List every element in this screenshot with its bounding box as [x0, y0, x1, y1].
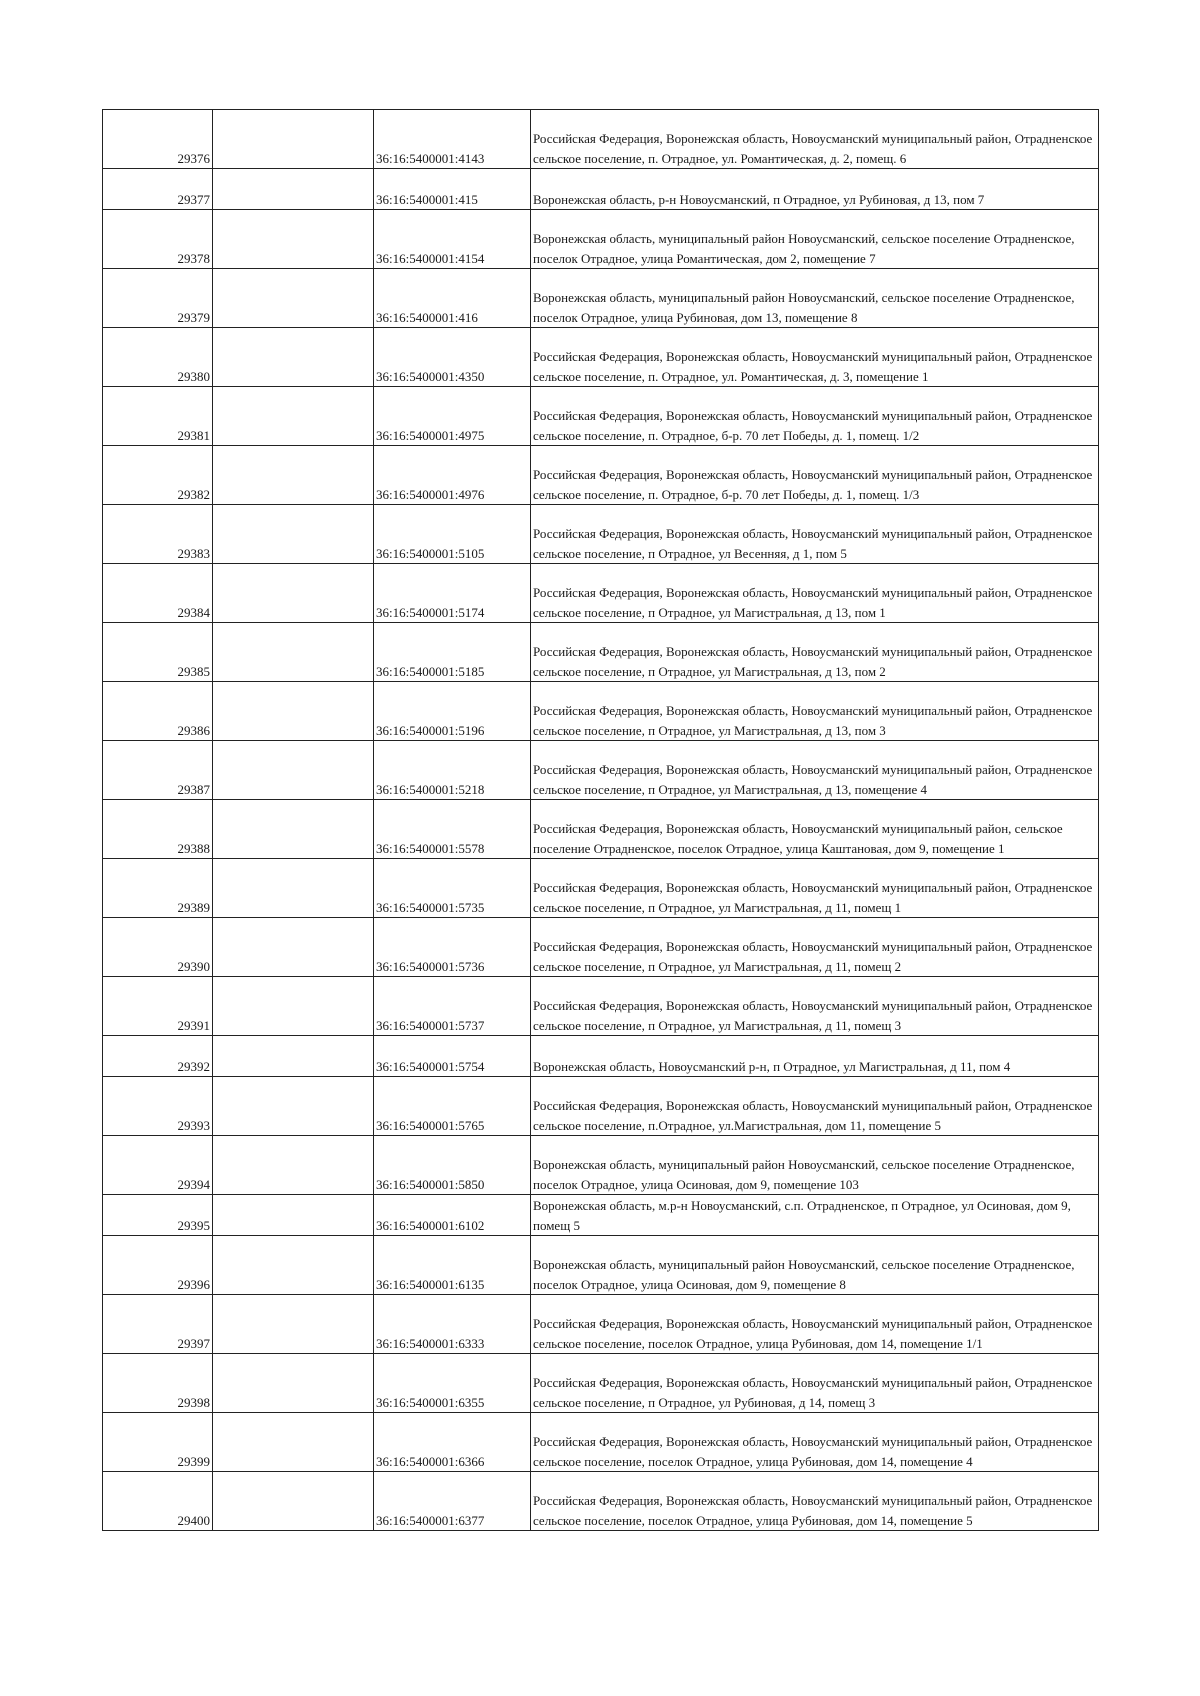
empty-cell [213, 1295, 374, 1354]
cadastral-number: 36:16:5400001:5578 [374, 800, 531, 859]
table-row [103, 210, 1099, 269]
address-cell: Воронежская область, Новоусманский р-н, п Отрадное, ул Магистральная, д 11, пом 4 [531, 1036, 1099, 1077]
record-number: 29386 [103, 682, 213, 741]
table-row [103, 387, 1099, 446]
address-cell: Российская Федерация, Воронежская область, Новоусманский муниципальный район, сельское поселение Отрадненское, поселок Отрадное, улица Каштановая, дом 9, помещение 1 [531, 800, 1099, 859]
property-registry-table [102, 109, 1099, 1531]
table-row [103, 328, 1099, 387]
empty-cell [213, 859, 374, 918]
empty-cell [213, 269, 374, 328]
empty-cell [213, 977, 374, 1036]
table-row [103, 446, 1099, 505]
table-row [103, 1236, 1099, 1295]
cadastral-number: 36:16:5400001:6102 [374, 1195, 531, 1236]
empty-cell [213, 1354, 374, 1413]
cadastral-number: 36:16:5400001:5218 [374, 741, 531, 800]
empty-cell [213, 210, 374, 269]
table-row [103, 918, 1099, 977]
cadastral-number: 36:16:5400001:6135 [374, 1236, 531, 1295]
record-number: 29396 [103, 1236, 213, 1295]
table-row [103, 1354, 1099, 1413]
record-number: 29380 [103, 328, 213, 387]
table-row [103, 564, 1099, 623]
table-row [103, 800, 1099, 859]
empty-cell [213, 505, 374, 564]
record-number: 29394 [103, 1136, 213, 1195]
address-cell: Российская Федерация, Воронежская область, Новоусманский муниципальный район, Отрадненское сельское поселение, п. Отрадное, ул. Романтическая, д. 3, помещение 1 [531, 328, 1099, 387]
record-number: 29400 [103, 1472, 213, 1531]
empty-cell [213, 800, 374, 859]
record-number: 29389 [103, 859, 213, 918]
address-cell: Российская Федерация, Воронежская область, Новоусманский муниципальный район, Отрадненское сельское поселение, п. Отрадное, ул. Романтическая, д. 2, помещ. 6 [531, 110, 1099, 169]
address-cell: Российская Федерация, Воронежская область, Новоусманский муниципальный район, Отрадненское сельское поселение, п. Отрадное, б-р. 70 лет Победы, д. 1, помещ. 1/2 [531, 387, 1099, 446]
record-number: 29382 [103, 446, 213, 505]
empty-cell [213, 387, 374, 446]
table-row [103, 623, 1099, 682]
cadastral-number: 36:16:5400001:5185 [374, 623, 531, 682]
cadastral-number: 36:16:5400001:4154 [374, 210, 531, 269]
empty-cell [213, 328, 374, 387]
record-number: 29379 [103, 269, 213, 328]
empty-cell [213, 1136, 374, 1195]
record-number: 29395 [103, 1195, 213, 1236]
record-number: 29388 [103, 800, 213, 859]
registry-table-body [103, 110, 1099, 1531]
empty-cell [213, 918, 374, 977]
cadastral-number: 36:16:5400001:5174 [374, 564, 531, 623]
address-cell: Российская Федерация, Воронежская область, Новоусманский муниципальный район, Отрадненское сельское поселение, п Отрадное, ул Магистральная, д 13, пом 2 [531, 623, 1099, 682]
cadastral-number: 36:16:5400001:5850 [374, 1136, 531, 1195]
cadastral-number: 36:16:5400001:5735 [374, 859, 531, 918]
record-number: 29387 [103, 741, 213, 800]
empty-cell [213, 110, 374, 169]
record-number: 29377 [103, 169, 213, 210]
table-row [103, 682, 1099, 741]
table-row [103, 169, 1099, 210]
empty-cell [213, 1236, 374, 1295]
record-number: 29385 [103, 623, 213, 682]
record-number: 29378 [103, 210, 213, 269]
cadastral-number: 36:16:5400001:6333 [374, 1295, 531, 1354]
empty-cell [213, 741, 374, 800]
cadastral-number: 36:16:5400001:4350 [374, 328, 531, 387]
record-number: 29398 [103, 1354, 213, 1413]
cadastral-number: 36:16:5400001:5737 [374, 977, 531, 1036]
empty-cell [213, 169, 374, 210]
empty-cell [213, 1077, 374, 1136]
address-cell: Российская Федерация, Воронежская область, Новоусманский муниципальный район, Отрадненское сельское поселение, поселок Отрадное, улица Рубиновая, дом 14, помещение 1/1 [531, 1295, 1099, 1354]
record-number: 29384 [103, 564, 213, 623]
record-number: 29376 [103, 110, 213, 169]
record-number: 29381 [103, 387, 213, 446]
record-number: 29391 [103, 977, 213, 1036]
cadastral-number: 36:16:5400001:6377 [374, 1472, 531, 1531]
table-row [103, 741, 1099, 800]
table-row [103, 1195, 1099, 1236]
table-row [103, 1295, 1099, 1354]
empty-cell [213, 564, 374, 623]
cadastral-number: 36:16:5400001:5105 [374, 505, 531, 564]
record-number: 29390 [103, 918, 213, 977]
cadastral-number: 36:16:5400001:5736 [374, 918, 531, 977]
table-row [103, 1413, 1099, 1472]
empty-cell [213, 1036, 374, 1077]
empty-cell [213, 446, 374, 505]
cadastral-number: 36:16:5400001:4143 [374, 110, 531, 169]
record-number: 29392 [103, 1036, 213, 1077]
address-cell: Российская Федерация, Воронежская область, Новоусманский муниципальный район, Отрадненское сельское поселение, п Отрадное, ул Магистральная, д 11, помещ 2 [531, 918, 1099, 977]
table-row [103, 1077, 1099, 1136]
cadastral-number: 36:16:5400001:6366 [374, 1413, 531, 1472]
empty-cell [213, 682, 374, 741]
cadastral-number: 36:16:5400001:415 [374, 169, 531, 210]
cadastral-number: 36:16:5400001:5765 [374, 1077, 531, 1136]
empty-cell [213, 1472, 374, 1531]
address-cell: Российская Федерация, Воронежская область, Новоусманский муниципальный район, Отрадненское сельское поселение, п Отрадное, ул Рубиновая, д 14, помещ 3 [531, 1354, 1099, 1413]
table-row [103, 110, 1099, 169]
address-cell: Российская Федерация, Воронежская область, Новоусманский муниципальный район, Отрадненское сельское поселение, п Отрадное, ул Магистральная, д 13, помещение 4 [531, 741, 1099, 800]
table-row [103, 859, 1099, 918]
cadastral-number: 36:16:5400001:4975 [374, 387, 531, 446]
address-cell: Российская Федерация, Воронежская область, Новоусманский муниципальный район, Отрадненское сельское поселение, п Отрадное, ул Весенняя, д 1, пом 5 [531, 505, 1099, 564]
cadastral-number: 36:16:5400001:416 [374, 269, 531, 328]
table-row [103, 1136, 1099, 1195]
address-cell: Воронежская область, муниципальный район Новоусманский, сельское поселение Отрадненское, поселок Отрадное, улица Осиновая, дом 9, помещение 8 [531, 1236, 1099, 1295]
cadastral-number: 36:16:5400001:4976 [374, 446, 531, 505]
empty-cell [213, 1195, 374, 1236]
address-cell: Российская Федерация, Воронежская область, Новоусманский муниципальный район, Отрадненское сельское поселение, поселок Отрадное, улица Рубиновая, дом 14, помещение 4 [531, 1413, 1099, 1472]
table-row [103, 1472, 1099, 1531]
address-cell: Российская Федерация, Воронежская область, Новоусманский муниципальный район, Отрадненское сельское поселение, п.Отрадное, ул.Магистральная, дом 11, помещение 5 [531, 1077, 1099, 1136]
empty-cell [213, 1413, 374, 1472]
cadastral-number: 36:16:5400001:6355 [374, 1354, 531, 1413]
address-cell: Российская Федерация, Воронежская область, Новоусманский муниципальный район, Отрадненское сельское поселение, п. Отрадное, б-р. 70 лет Победы, д. 1, помещ. 1/3 [531, 446, 1099, 505]
cadastral-number: 36:16:5400001:5754 [374, 1036, 531, 1077]
address-cell: Воронежская область, муниципальный район Новоусманский, сельское поселение Отрадненское, поселок Отрадное, улица Осиновая, дом 9, помещение 103 [531, 1136, 1099, 1195]
address-cell: Воронежская область, р-н Новоусманский, п Отрадное, ул Рубиновая, д 13, пом 7 [531, 169, 1099, 210]
address-cell: Воронежская область, муниципальный район Новоусманский, сельское поселение Отрадненское, поселок Отрадное, улица Романтическая, дом 2, помещение 7 [531, 210, 1099, 269]
empty-cell [213, 623, 374, 682]
table-row [103, 977, 1099, 1036]
address-cell: Российская Федерация, Воронежская область, Новоусманский муниципальный район, Отрадненское сельское поселение, п Отрадное, ул Магистральная, д 13, пом 3 [531, 682, 1099, 741]
address-cell: Российская Федерация, Воронежская область, Новоусманский муниципальный район, Отрадненское сельское поселение, п Отрадное, ул Магистральная, д 13, пом 1 [531, 564, 1099, 623]
record-number: 29383 [103, 505, 213, 564]
record-number: 29397 [103, 1295, 213, 1354]
record-number: 29393 [103, 1077, 213, 1136]
record-number: 29399 [103, 1413, 213, 1472]
address-cell: Воронежская область, м.р-н Новоусманский, с.п. Отрадненское, п Отрадное, ул Осиновая, дом 9, помещ 5 [531, 1195, 1099, 1236]
address-cell: Российская Федерация, Воронежская область, Новоусманский муниципальный район, Отрадненское сельское поселение, п Отрадное, ул Магистральная, д 11, помещ 1 [531, 859, 1099, 918]
address-cell: Российская Федерация, Воронежская область, Новоусманский муниципальный район, Отрадненское сельское поселение, поселок Отрадное, улица Рубиновая, дом 14, помещение 5 [531, 1472, 1099, 1531]
cadastral-number: 36:16:5400001:5196 [374, 682, 531, 741]
address-cell: Воронежская область, муниципальный район Новоусманский, сельское поселение Отрадненское, поселок Отрадное, улица Рубиновая, дом 13, помещение 8 [531, 269, 1099, 328]
table-row [103, 269, 1099, 328]
address-cell: Российская Федерация, Воронежская область, Новоусманский муниципальный район, Отрадненское сельское поселение, п Отрадное, ул Магистральная, д 11, помещ 3 [531, 977, 1099, 1036]
table-row [103, 1036, 1099, 1077]
table-row [103, 505, 1099, 564]
